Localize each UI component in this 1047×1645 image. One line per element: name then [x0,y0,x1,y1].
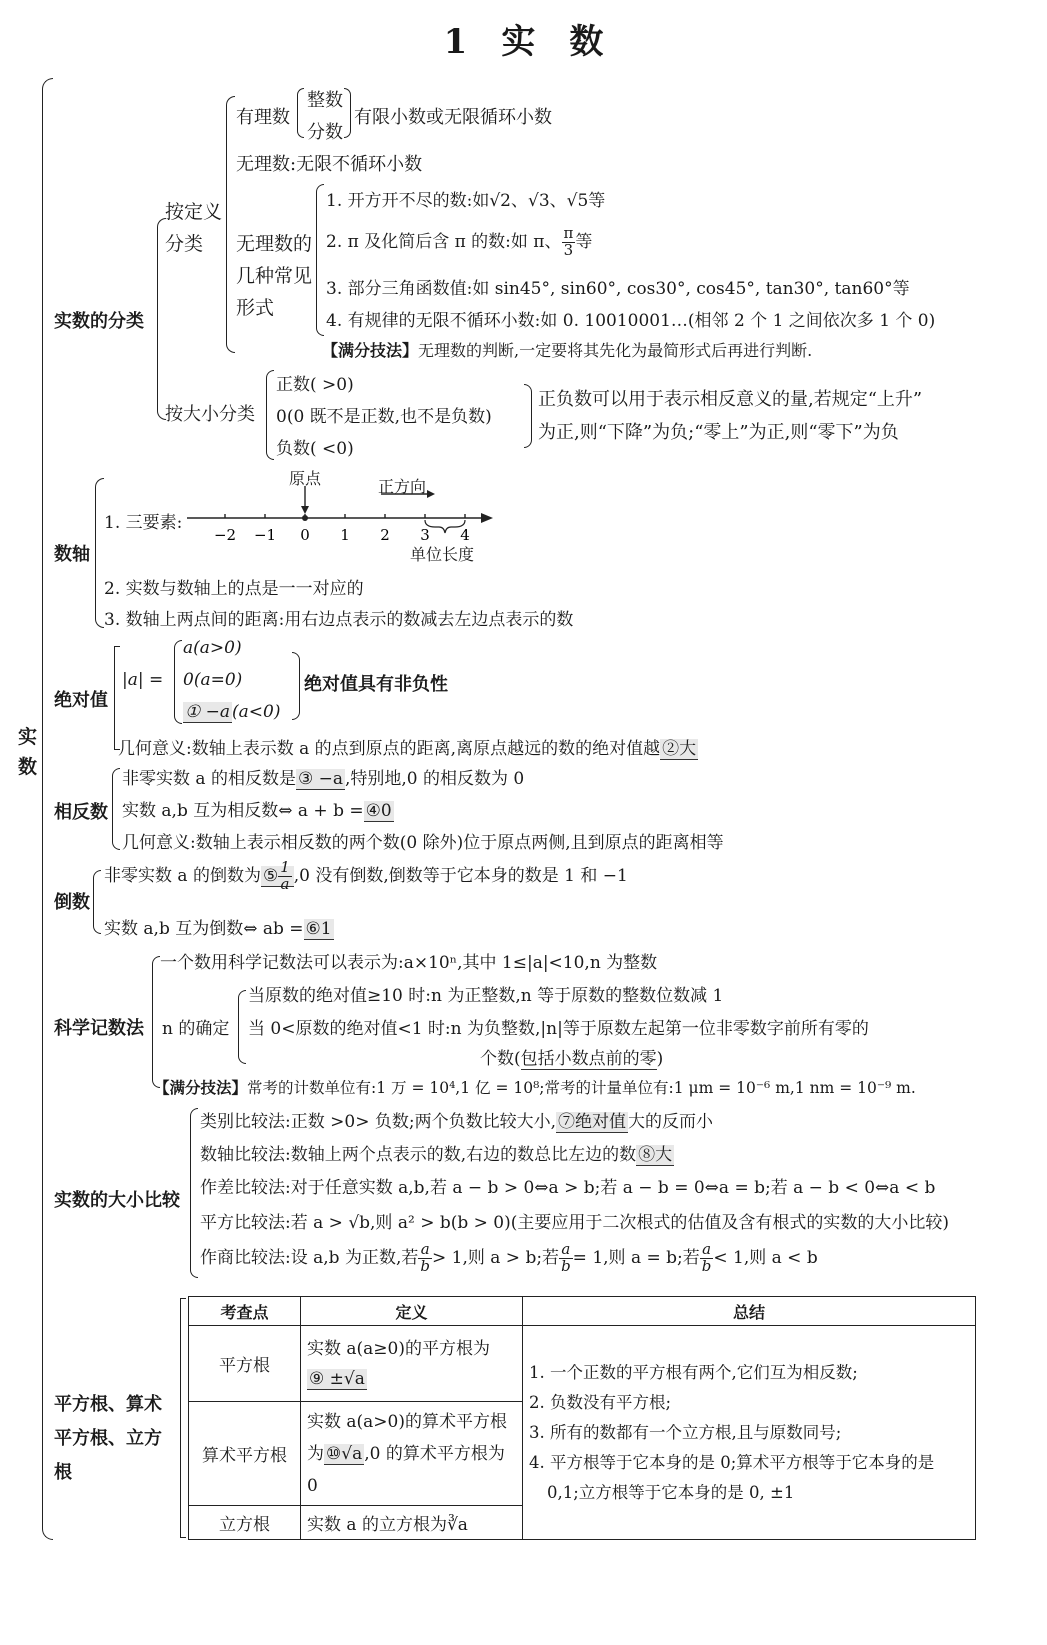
header-summary: 总结 [523,1297,976,1326]
comparison-method-3: 作差比较法:对于任意实数 a,b,若 a − b > 0⇔a > b;若 a − b = 0⇔a = b;若 a − b < 0⇔a < b [200,1178,936,1198]
definition-classification-text: 按定义分类 [165,201,223,255]
axis-item-1: 1. 三要素: [104,513,183,533]
reciprocal-line-1-end: ,0 没有倒数,倒数等于它本身的数是 1 和 −1 [293,865,628,886]
irrational-form-2 [326,226,592,259]
roots-label [54,1388,178,1490]
rational-label: 有理数 [236,107,290,128]
opposite-line-2-text: 实数 a,b 互为相反数⇔ a + b = [122,801,364,821]
abs-geom-text: 几何意义:数轴上表示数 a 的点到原点的距离,离原点越远的数的绝对值越 [118,739,661,759]
irrational-form-1: 1. 开方开不尽的数:如√2、√3、√5等 [326,191,606,211]
page-title: 1 实 数 [443,22,604,62]
method-5-part-b: > 1,则 a > b;若 [431,1247,560,1268]
opposite-line-3: 几何意义:数轴上表示相反数的两个数(0 除外)位于原点两侧,且到原点的距离相等 [122,833,724,853]
blank-5 [261,858,294,893]
size-right-bracket [524,384,532,448]
fraction-denominator: b [701,1256,712,1275]
number-axis-bracket [95,478,104,628]
abs-cases-bracket [174,640,182,724]
summary-item: 4. 平方根等于它本身的是 0;算术平方根等于它本身的是 0,1;立方根等于它本身的是 0, ±1 [529,1452,935,1502]
classification-tip [322,338,812,361]
comparison-bracket [190,1108,198,1278]
axis-tick-label: 0 [300,526,310,544]
axis-tick-label: 2 [380,526,390,544]
unit-length-brace [425,520,465,533]
header-point: 考查点 [189,1297,301,1326]
axis-tick-label: 3 [420,526,430,544]
a-over-b-fraction [418,1242,432,1275]
irrational-form-4: 4. 有规律的无限不循环小数:如 0. 10010001…(相邻 2 个 1 之间依次多 1 个 0) [326,311,936,331]
opposite-line-1-text: 非零实数 a 的相反数是 [122,769,296,789]
row1-point: 平方根 [189,1326,301,1402]
abs-case-2: 0(a=0) [183,670,243,690]
fraction-numerator: π [563,224,574,242]
summary-item: 2. 负数没有平方根; [529,1392,672,1412]
sign-note-2: 为正,则“下降”为负;“零上”为正,则“零下”为负 [538,422,899,443]
n-case-1: 当原数的绝对值≥10 时:n 为正整数,n 等于原数的整数位数减 1 [248,986,724,1006]
root-bracket [42,78,53,1540]
pi-over-3-fraction [562,226,576,259]
header-definition: 定义 [301,1297,523,1326]
summary-item: 3. 所有的数都有一个立方根,且与原数同号; [529,1422,842,1442]
fraction-numerator: a [559,1242,573,1259]
integer-label: 整数 [307,90,343,111]
unit-length-label: 单位长度 [410,545,475,564]
method-5-part-d: < 1,则 a < b [713,1247,818,1268]
comparison-method-5 [200,1242,818,1275]
row3-definition: 实数 a 的立方根为∛a [301,1506,523,1540]
blank-3: ③ −a [297,769,343,789]
axis-item-3: 3. 数轴上两点间的距离:用右边点表示的数减去左边点表示的数 [104,610,574,630]
scientific-line-1: 一个数用科学记数法可以表示为:a×10ⁿ,其中 1≤|a|<10,n 为整数 [160,953,658,973]
size-bracket [266,370,274,460]
scientific-notation-label: 科学记数法 [54,1018,144,1039]
method-1-end: 大的反而小 [627,1112,713,1132]
fraction-numerator: a [418,1242,432,1259]
rational-right-bracket [344,88,351,138]
scientific-bracket [152,956,160,1088]
n-case-2b-end: ) [656,1049,664,1069]
reciprocal-line-2 [104,914,334,939]
irrational-forms-text: 无理数的几种常见形式 [236,233,313,319]
fraction-numerator: a [700,1242,714,1259]
n-case-2b-text: 个数( [480,1049,521,1069]
tip-text: 常考的计数单位有:1 万 = 10⁴,1 亿 = 10⁸;常考的计量单位有:1 μm = 10⁻⁶ m,1 nm = 10⁻⁹ m. [247,1079,916,1097]
root-label: 实数 [18,726,38,778]
opposite-line-1-end: ,特别地,0 的相反数为 0 [344,769,525,789]
roots-bracket [180,1298,186,1538]
rational-bracket [297,88,304,138]
irrational-definition: 无理数:无限不循环小数 [236,154,423,175]
n-case-2: 当 0<原数的绝对值<1 时:n 为负整数,|n|等于原数左起第一位非零数字前所有零的 [248,1019,869,1039]
origin-label: 原点 [289,469,322,488]
fraction-denominator: 3 [563,240,574,259]
fraction-denominator: a [280,874,290,893]
opposite-line-1 [122,764,524,789]
blank-7: ⑦绝对值 [557,1112,626,1132]
classification-label: 实数的分类 [54,311,144,332]
irrational-form-2-end: 等 [575,231,593,252]
abs-property: 绝对值具有非负性 [304,674,448,695]
a-over-b-fraction [559,1242,573,1275]
opposite-number-label: 相反数 [54,802,108,823]
method-2-text: 数轴比较法:数轴上两个点表示的数,右边的数总比左边的数 [200,1145,637,1165]
one-over-a-fraction [278,860,292,893]
abs-geometric-meaning [118,734,698,759]
irrational-forms-bracket [316,184,324,336]
n-case-2b-underlined: 包括小数点前的零 [520,1049,657,1069]
reciprocal-line-1-text: 非零实数 a 的倒数为 [104,865,261,886]
abs-case-3-condition: (a<0) [232,702,281,722]
tip-tag: 【满分技法】 [154,1079,248,1097]
sign-note-1: 正负数可以用于表示相反意义的量,若规定“上升” [538,389,923,410]
tip-text: 无理数的判断,一定要将其先化为最简形式后再进行判断. [418,341,813,360]
summary-item: 1. 一个正数的平方根有两个,它们互为相反数; [529,1362,858,1382]
reciprocal-line-1 [104,860,628,893]
absolute-value-label: 绝对值 [54,690,108,711]
comparison-method-2 [200,1140,674,1165]
tip-tag: 【满分技法】 [322,341,419,360]
n-determination-label: n 的确定 [162,1019,230,1039]
blank-5-marker: ⑤ [262,865,279,886]
abs-case-3 [183,702,281,722]
table-header-row [189,1297,976,1326]
number-axis-label: 数轴 [54,544,90,565]
origin-arrow-icon [301,506,309,514]
reciprocal-line-2-text: 实数 a,b 互为倒数⇔ ab = [104,919,304,939]
abs-right-bracket [292,652,300,720]
definition-bracket [226,96,235,353]
n-determination-bracket [238,990,246,1064]
comparison-label: 实数的大小比较 [54,1190,180,1211]
fraction-denominator: b [561,1256,571,1275]
abs-case-1: a(a>0) [183,638,242,658]
table-row [189,1326,976,1402]
size-classification-label: 按大小分类 [165,404,255,425]
axis-tick-label: −2 [213,526,237,544]
method-5-part-c: = 1,则 a = b;若 [572,1247,700,1268]
axis-arrow-icon [481,513,493,523]
reciprocal-bracket [93,870,101,934]
axis-tick-label: 1 [340,526,350,544]
comparison-method-1 [200,1107,713,1132]
blank-9: ⑨ ±√a [309,1368,365,1389]
method-5-part-a: 作商比较法:设 a,b 为正数,若 [200,1247,419,1268]
axis-item-2: 2. 实数与数轴上的点是一一对应的 [104,579,364,599]
blank-10: ⑩√a [326,1443,363,1464]
blank-8: ⑧大 [638,1145,673,1165]
summary-cell [523,1326,976,1540]
direction-arrow-icon [427,490,435,498]
roots-label-text: 平方根、算术平方根、立方根 [54,1394,162,1483]
fraction-denominator: b [420,1256,430,1275]
blank-6: ⑥1 [305,919,332,939]
opposite-bracket [112,768,120,850]
row1-definition [301,1326,523,1402]
reciprocal-label: 倒数 [54,892,90,913]
irrational-form-3: 3. 部分三角函数值:如 sin45°, sin60°, cos30°, cos45°, tan30°, tan60°等 [326,279,910,299]
a-over-b-fraction [700,1242,714,1275]
row3-point: 立方根 [189,1506,301,1540]
opposite-line-2 [122,796,394,821]
positive-number: 正数( >0) [276,375,354,395]
irrational-forms-label [236,228,320,324]
abs-expression: |a| = [122,670,164,690]
negative-number: 负数( <0) [276,439,354,459]
scientific-tip [154,1076,916,1098]
fraction-label: 分数 [307,122,343,143]
rational-description: 有限小数或无限循环小数 [354,107,552,128]
zero-number: 0(0 既不是正数,也不是负数) [276,407,492,427]
blank-2: ②大 [662,739,697,759]
blank-4: ④0 [365,801,392,821]
method-1-text: 类别比较法:正数 >0> 负数;两个负数比较大小, [200,1112,556,1132]
axis-tick-label: −1 [253,526,277,544]
row2-def-end: ,0 的算术平方根为 0 [307,1443,505,1496]
definition-classification-label [165,196,229,260]
row1-def-text: 实数 a(a≥0)的平方根为 [307,1338,490,1359]
fraction-numerator: 1 [280,858,290,876]
direction-label: 正方向 [378,477,427,496]
row2-def-text: 实数 a(a>0)的算术平方根为 [307,1411,507,1464]
origin-dot [302,515,308,521]
irrational-form-2-text: 2. π 及化简后含 π 的数:如 π、 [326,231,562,252]
blank-1: ① −a [185,702,231,722]
axis-tick-label: 4 [460,526,470,544]
comparison-method-4: 平方比较法:若 a > √b,则 a² > b(b > 0)(主要应用于二次根式的估值及含有根式的实数的大小比较) [200,1213,950,1233]
n-case-2-continued [480,1044,663,1069]
roots-table [188,1296,976,1540]
row2-definition [301,1402,523,1506]
row2-point: 算术平方根 [189,1402,301,1506]
